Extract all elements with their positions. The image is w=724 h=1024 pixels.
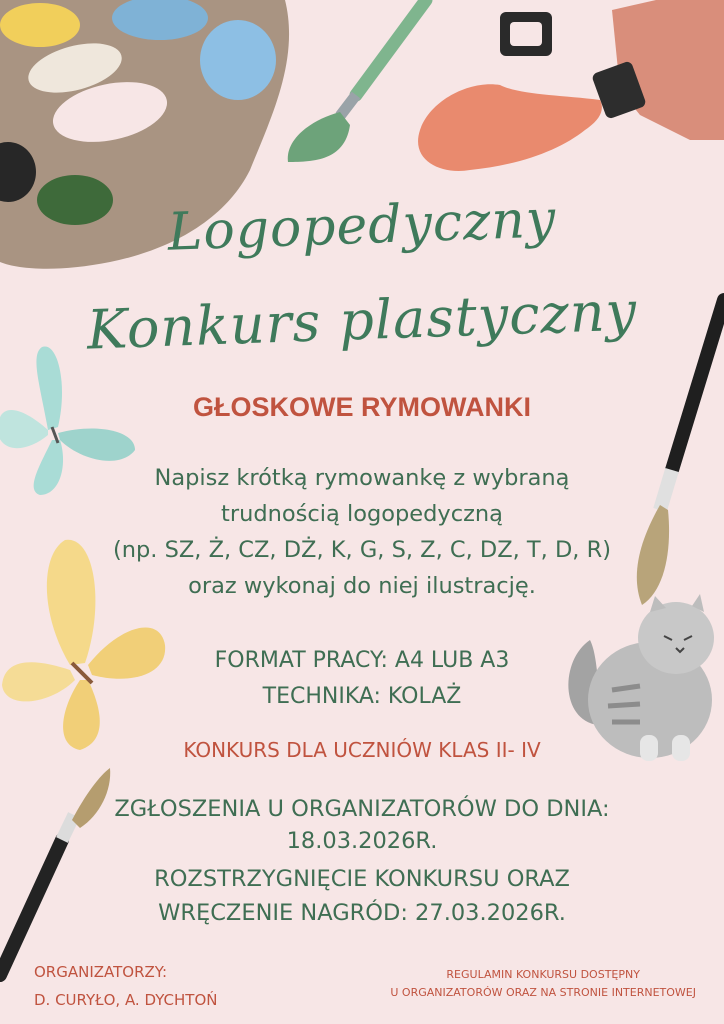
regulations-note [390,966,696,1002]
deadline-line-1: ZGŁOSZENIA U ORGANIZATORÓW DO DNIA: [114,796,610,822]
format-text: FORMAT PRACY: A4 LUB A3 [214,648,510,673]
organizers-names: D. CURYŁO, A. DYCHTOŃ [34,991,218,1009]
regulations-line-2: U ORGANIZATORÓW ORAZ NA STRONIE INTERNETOWEJ [390,986,696,999]
paintbrush-icon [288,0,426,162]
organizers [34,958,218,1014]
audience-text: KONKURS DLA UCZNIÓW KLAS II- IV [183,738,541,762]
results-line-2: WRĘCZENIE NAGRÓD: 27.03.2026R. [158,900,566,926]
paint-tube-icon [418,0,724,171]
description-line: Napisz krótką rymowankę z wybraną [154,465,570,491]
title-line-2: Konkurs plastyczny [85,279,639,362]
description-line: (np. SZ, Ż, CZ, DŻ, K, G, S, Z, C, DZ, T, D, R) [112,537,612,563]
organizers-label: ORGANIZATORZY: [34,963,168,981]
technique-text: TECHNIKA: KOLAŻ [262,684,462,709]
subtitle: GŁOSKOWE RYMOWANKI [193,392,531,422]
title-line-1: Logopedyczny [166,189,558,263]
regulations-line-1: REGULAMIN KONKURSU DOSTĘPNY [446,968,640,981]
description-line: oraz wykonaj do niej ilustrację. [188,573,536,599]
cat-icon [568,594,714,761]
description [62,460,662,604]
deadline-line-2: 18.03.2026R. [286,828,438,854]
results-line-1: ROZSTRZYGNIĘCIE KONKURSU ORAZ [154,866,570,892]
description-line: trudnością logopedyczną [221,501,503,527]
